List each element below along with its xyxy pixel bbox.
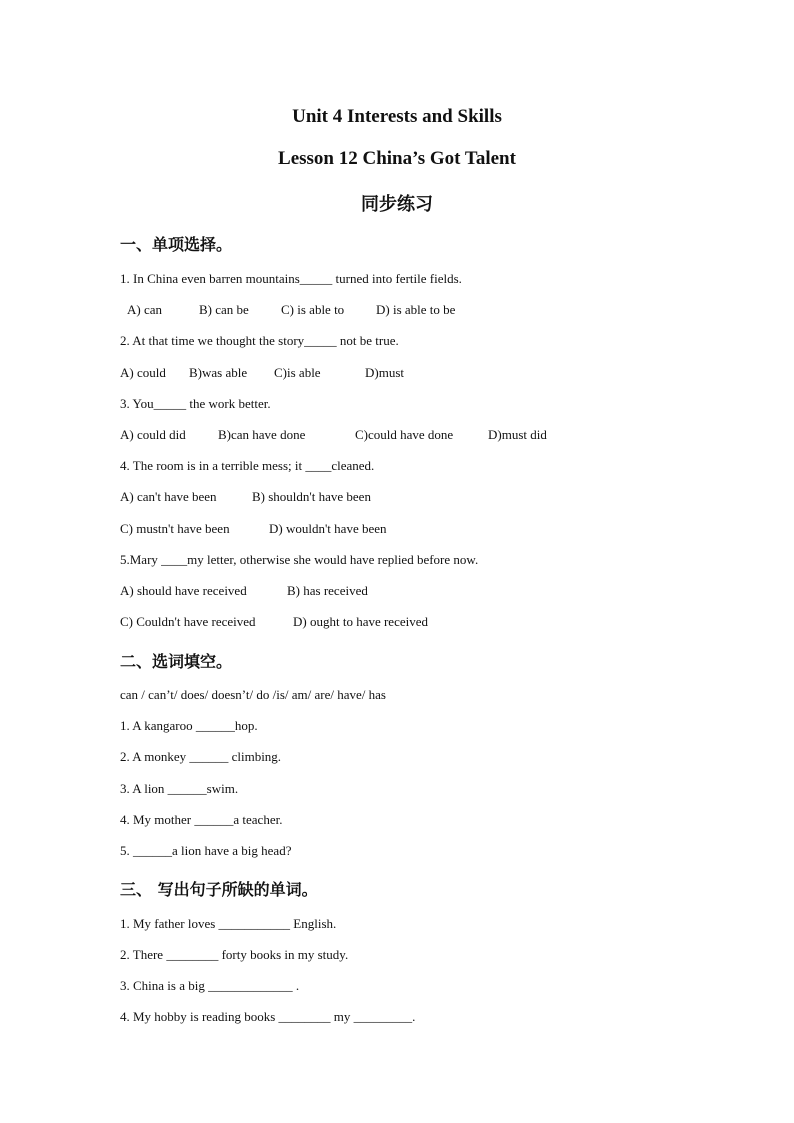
complete-item: 3. China is a big _____________ .	[120, 978, 300, 993]
option-c: C)is able	[274, 365, 321, 380]
unit-title: Unit 4 Interests and Skills	[292, 106, 502, 127]
section1-heading: 一、单项选择。	[120, 235, 233, 254]
complete-item: 2. There ________ forty books in my study.	[120, 947, 349, 962]
option-a: A) can't have been	[120, 489, 217, 504]
option-d: D) is able to be	[376, 302, 456, 317]
option-c: C) mustn't have been	[120, 521, 230, 536]
option-c: C) is able to	[281, 302, 345, 317]
option-b: B) has received	[287, 583, 368, 598]
option-d: D) ought to have received	[293, 614, 429, 629]
fill-item: 1. A kangaroo ______hop.	[120, 718, 258, 733]
option-a: A) could	[120, 365, 166, 380]
question-stem: 5.Mary ____my letter, otherwise she would have replied before now.	[120, 552, 479, 567]
option-a: A) can	[127, 302, 163, 317]
option-b: B)was able	[189, 365, 248, 380]
option-b: B) can be	[199, 302, 249, 317]
section3-heading: 三、 写出句子所缺的单词。	[120, 880, 318, 899]
option-a: A) should have received	[120, 583, 247, 598]
section2-heading: 二、选词填空。	[120, 652, 233, 671]
question-stem: 3. You_____ the work better.	[120, 396, 271, 411]
option-d: D)must did	[488, 427, 547, 442]
fill-item: 3. A lion ______swim.	[120, 781, 239, 796]
option-b: B) shouldn't have been	[252, 489, 371, 504]
complete-item: 4. My hobby is reading books ________ my _________.	[120, 1009, 416, 1024]
fill-item: 5. ______a lion have a big head?	[120, 843, 292, 858]
question-stem: 4. The room is in a terrible mess; it ____cleaned.	[120, 458, 375, 473]
option-d: D)must	[365, 365, 404, 380]
question-stem: 1. In China even barren mountains_____ turned into fertile fields.	[120, 271, 462, 286]
question-stem: 2. At that time we thought the story_____ not be true.	[120, 333, 399, 348]
option-d: D) wouldn't have been	[269, 521, 387, 536]
complete-item: 1. My father loves ___________ English.	[120, 916, 337, 931]
option-c: C) Couldn't have received	[120, 614, 256, 629]
word-bank: can / can’t/ does/ doesn’t/ do /is/ am/ are/ have/ has	[120, 687, 386, 702]
fill-item: 2. A monkey ______ climbing.	[120, 749, 282, 764]
fill-item: 4. My mother ______a teacher.	[120, 812, 283, 827]
option-a: A) could did	[120, 427, 186, 442]
option-b: B)can have done	[218, 427, 306, 442]
practice-title: 同步练习	[361, 194, 433, 215]
lesson-title: Lesson 12 China’s Got Talent	[278, 148, 516, 169]
option-c: C)could have done	[355, 427, 454, 442]
